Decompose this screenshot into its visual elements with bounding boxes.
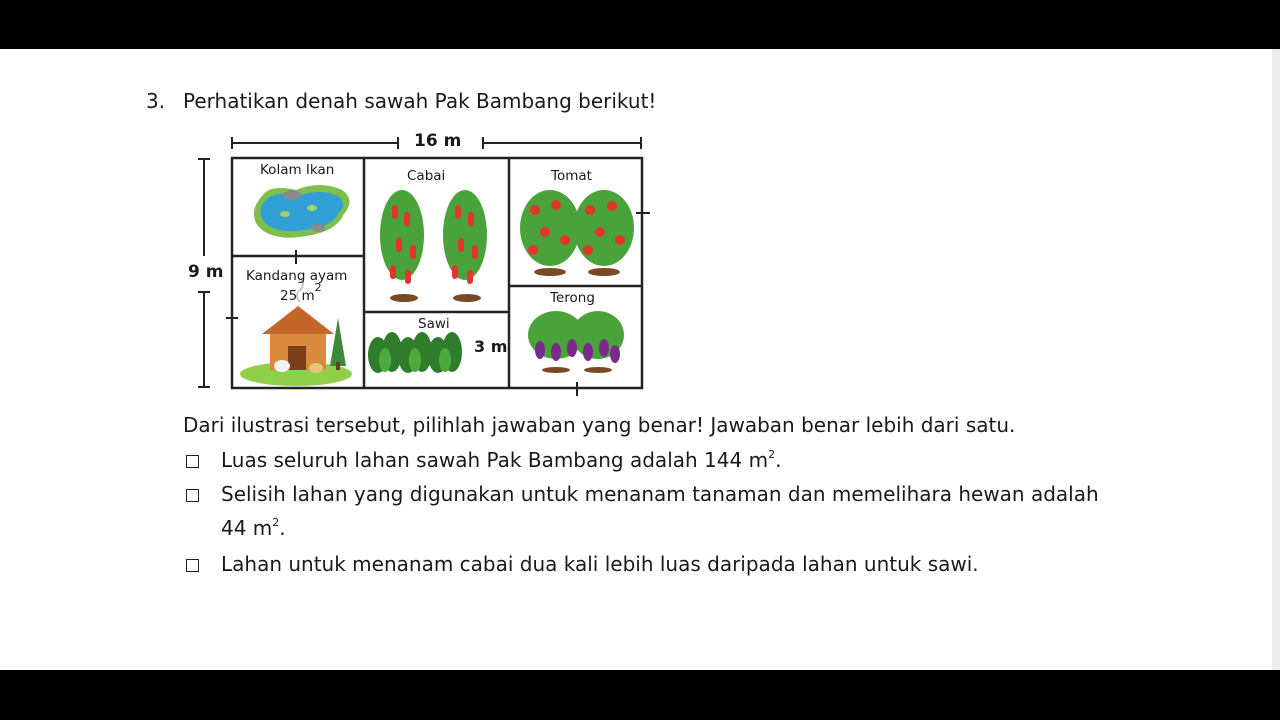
option-2-text: Selisih lahan yang digunakan untuk menanam tanaman dan memelihara hewan adalah [221,482,1099,506]
plot-label-terong: Terong [550,290,595,306]
question-title: Perhatikan denah sawah Pak Bambang berikut! [183,89,657,113]
option-2-text-line2: 44 $m^2$. [221,516,286,540]
height-label: 9 m [188,262,224,282]
option-2-checkbox[interactable] [186,489,199,502]
plot-label-kandang-area: 25 $m^2$ [280,281,322,304]
sawi-height-label: 3 m [474,337,508,356]
option-1-text: Luas seluruh lahan sawah Pak Bambang adalah 144 $m^2$. [221,448,782,472]
width-label: 16 m [414,131,462,151]
tomato-illustration [520,190,634,276]
plot-label-cabai: Cabai [407,168,446,184]
plot-label-tomat: Tomat [551,168,592,184]
question-number: 3. [146,89,166,113]
option-3-text: Lahan untuk menanam cabai dua kali lebih luas daripada lahan untuk sawi. [221,552,979,576]
chili-illustration [380,190,487,302]
option-3-checkbox[interactable] [186,559,199,572]
eggplant-illustration [528,311,624,373]
mustard-greens-illustration [368,332,462,373]
option-1-checkbox[interactable] [186,455,199,468]
pond-illustration [254,185,350,238]
plot-label-kandang: Kandang ayam [246,268,348,284]
plot-label-kolam: Kolam Ikan [260,162,335,178]
plot-label-sawi: Sawi [418,316,450,332]
instruction-text: Dari ilustrasi tersebut, pilihlah jawaban yang benar! Jawaban benar lebih dari satu. [183,413,1016,437]
